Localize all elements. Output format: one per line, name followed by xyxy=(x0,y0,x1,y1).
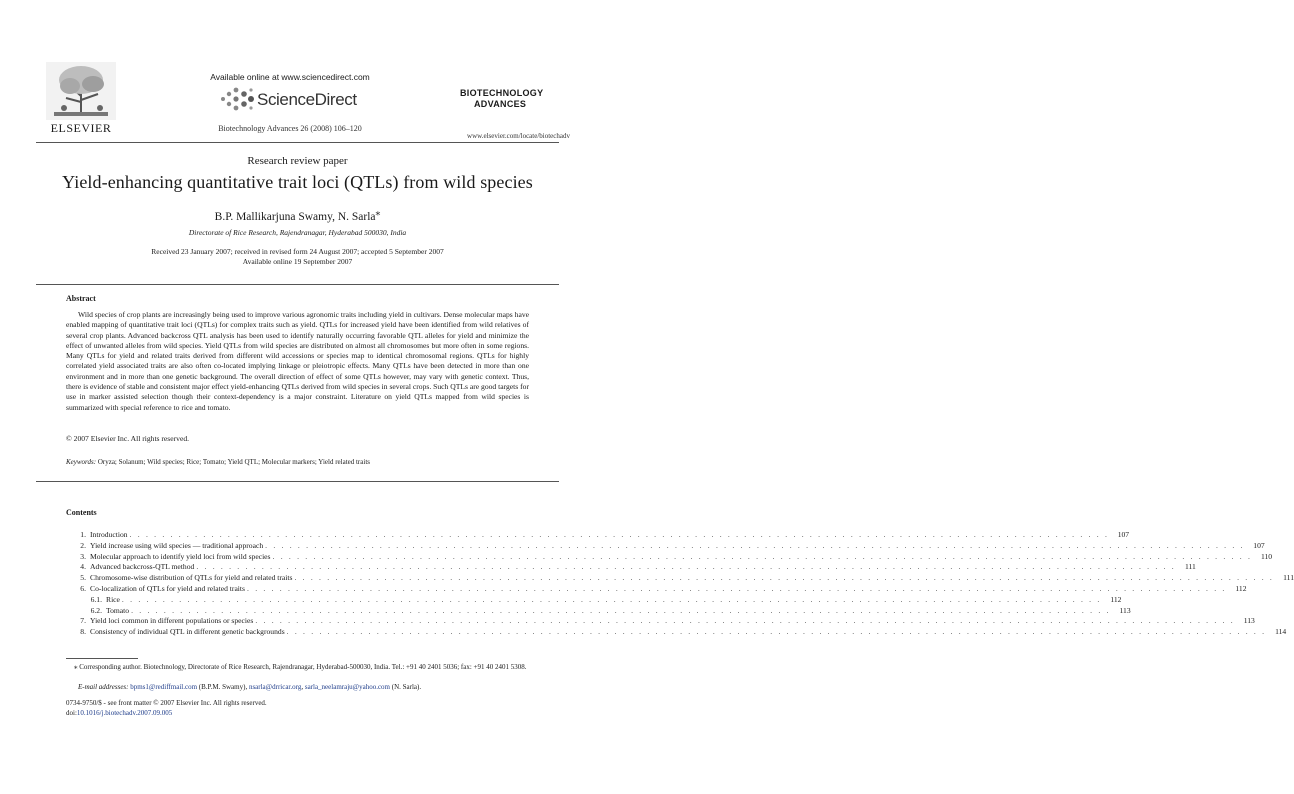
issn-block xyxy=(66,699,532,718)
journal-title-line2: ADVANCES xyxy=(474,99,527,109)
sciencedirect-wordmark: ScienceDirect xyxy=(257,90,357,109)
toc-item-number: 1. xyxy=(80,530,86,539)
toc-leader-dots: . . . . . . . . . . . . . . . . . . . . . . . . . . . . . . . . . . . . . . . . . . . . . . . . . . . . . . . . . . . . . . . . . . . . . . . . . . . . . . . . . . . . . . . . . . . . . . . . . . . . . . . . . . . . . . . . . . . . . . . . xyxy=(255,616,1235,626)
toc-leader-dots: . . . . . . . . . . . . . . . . . . . . . . . . . . . . . . . . . . . . . . . . . . . . . . . . . . . . . . . . . . . . . . . . . . . . . . . . . . . . . . . . . . . . . . . . . . . . . . . . . . . . . . . . . . . . . . . . . . . . . . . . xyxy=(131,605,1111,615)
issn-line: 0734-9750/$ - see front matter © 2007 Elsevier Inc. All rights reserved. xyxy=(66,699,267,707)
toc-leader-dots: . . . . . . . . . . . . . . . . . . . . . . . . . . . . . . . . . . . . . . . . . . . . . . . . . . . . . . . . . . . . . . . . . . . . . . . . . . . . . . . . . . . . . . . . . . . . . . . . . . . . . . . . . . . . . . . . . . . . . . . . xyxy=(129,530,1110,539)
toc-item[interactable] xyxy=(66,540,1265,552)
toc-item-page[interactable]: 113 xyxy=(1243,616,1255,626)
corresponding-author-mark[interactable]: ⁎ xyxy=(375,207,381,218)
email-link-3[interactable]: sarla_neelamraju@yahoo.com xyxy=(304,683,391,691)
email-owner-1: (B.P.M. Swamy), xyxy=(197,683,249,691)
toc-item-number: 5. xyxy=(80,573,86,583)
toc-item-title[interactable]: Co-localization of QTLs for yield and related traits xyxy=(90,583,245,593)
toc-item[interactable] xyxy=(66,605,1131,617)
journal-reference: Biotechnology Advances 26 (2008) 106–120 xyxy=(218,124,362,133)
abstract-copyright: © 2007 Elsevier Inc. All rights reserved. xyxy=(66,434,190,443)
toc-leader-dots: . . . . . . . . . . . . . . . . . . . . . . . . . . . . . . . . . . . . . . . . . . . . . . . . . . . . . . . . . . . . . . . . . . . . . . . . . . . . . . . . . . . . . . . . . . . . . . . . . . . . . . . . . . . . . . . . . . . . . . . . xyxy=(121,594,1102,604)
abstract-bottom-divider xyxy=(36,481,559,482)
paper-title: Yield-enhancing quantitative trait loci (QTLs) from wild species xyxy=(62,172,533,192)
elsevier-wordmark: ELSEVIER xyxy=(50,121,112,135)
toc-item[interactable] xyxy=(66,530,1130,541)
toc-item-number: 8. xyxy=(80,627,86,637)
toc-item[interactable] xyxy=(66,551,1273,563)
toc-leader-dots: . . . . . . . . . . . . . . . . . . . . . . . . . . . . . . . . . . . . . . . . . . . . . . . . . . . . . . . . . . . . . . . . . . . . . . . . . . . . . . . . . . . . . . . . . . . . . . . . . . . . . . . . . . . . . . . . . . . . . . . . xyxy=(247,583,1227,593)
toc-item-title[interactable]: Tomato xyxy=(106,605,130,615)
toc-item-number: 6. xyxy=(80,583,86,593)
doi-line xyxy=(66,709,532,719)
toc-item-page[interactable]: 114 xyxy=(1275,627,1287,637)
toc-item-number: 2. xyxy=(80,540,86,550)
toc-item-number: 6.2. xyxy=(90,605,102,615)
journal-url-link[interactable]: www.elsevier.com/locate/biotechadv xyxy=(467,132,570,140)
author-list xyxy=(0,207,595,223)
contents-heading: Contents xyxy=(66,508,97,517)
journal-title-line1: BIOTECHNOLOGY xyxy=(460,88,544,98)
toc-item-page[interactable]: 112 xyxy=(1235,583,1247,593)
available-online-text: Available online at www.sciencedirect.com xyxy=(210,72,370,82)
article-dates xyxy=(0,247,595,266)
email-owner-3: (N. Sarla). xyxy=(390,683,422,691)
authors-text: B.P. Mallikarjuna Swamy, N. Sarla xyxy=(214,210,376,223)
email-link-1[interactable]: bpms1@rediffmail.com xyxy=(130,683,198,691)
abstract-body: Wild species of crop plants are increasingly being used to improve various agronomic traits including yield in cultivars. Dense molecular maps have enabled mapping of quantitative trait loci (QTLs) for complex traits such as yield. QTLs for increased yield have been identified from wild relatives of several crop plants. Advanced backcross QTL analysis has been used to identify naturally occurring favorable QTL alleles for yield and minimize the effect of unwanted alleles from wild species. Yield QTLs from wild species are distributed on almost all chromosomes but more often in some regions. Many QTLs for yield and related traits derived from different wild accessions or species map to identical chromosomal regions. QTLs for highly correlated yield associated traits are also often co-located implying linkage or pleiotropic effects. Many QTLs have been detected in more than one environment and in more than one genetic background. The overall direction of effect of some QTLs however, may vary with genetic context. Thus, there is evidence of stable and consistent major effect yield-enhancing QTLs derived from wild species in several crops. Such QTLs are good targets for use in marker assisted selection though their context-dependency is a major constraint. Literature on yield QTLs mapped from wild species is summarized with special reference to rice and tomato. xyxy=(66,310,529,412)
toc-item-title[interactable]: Yield increase using wild species — traditional approach xyxy=(90,540,264,550)
toc-item-page[interactable]: 107 xyxy=(1117,530,1130,539)
journal-header xyxy=(0,0,595,150)
toc-item-page[interactable]: 112 xyxy=(1110,594,1122,604)
toc-item-title[interactable]: Advanced backcross-QTL method xyxy=(90,562,195,572)
toc-item[interactable] xyxy=(66,594,1122,606)
toc-item-page[interactable]: 107 xyxy=(1253,540,1265,550)
abstract-heading: Abstract xyxy=(66,294,96,303)
toc-leader-dots: . . . . . . . . . . . . . . . . . . . . . . . . . . . . . . . . . . . . . . . . . . . . . . . . . . . . . . . . . . . . . . . . . . . . . . . . . . . . . . . . . . . . . . . . . . . . . . . . . . . . . . . . . . . . . . . . . . . . . . . . xyxy=(294,573,1274,583)
header-divider xyxy=(36,142,559,143)
sciencedirect-dots-icon xyxy=(217,86,259,112)
elsevier-tree-icon xyxy=(46,62,116,120)
email-addresses xyxy=(66,683,532,693)
email-link-2[interactable]: nsarla@drricar.org xyxy=(248,683,302,691)
toc-item[interactable] xyxy=(66,562,1196,573)
email-separator: , xyxy=(301,683,305,691)
journal-title-logo xyxy=(460,88,570,110)
toc-leader-dots: . . . . . . . . . . . . . . . . . . . . . . . . . . . . . . . . . . . . . . . . . . . . . . . . . . . . . . . . . . . . . . . . . . . . . . . . . . . . . . . . . . . . . . . . . . . . . . . . . . . . . . . . . . . . . . . . . . . . . . . . xyxy=(265,540,1245,550)
sciencedirect-logo xyxy=(217,86,377,112)
toc-item-page[interactable]: 110 xyxy=(1260,551,1273,561)
toc-item-title[interactable]: Consistency of individual QTL in different genetic backgrounds xyxy=(90,627,285,637)
toc-leader-dots: . . . . . . . . . . . . . . . . . . . . . . . . . . . . . . . . . . . . . . . . . . . . . . . . . . . . . . . . . . . . . . . . . . . . . . . . . . . . . . . . . . . . . . . . . . . . . . . . . . . . . . . . . . . . . . . . . . . . . . . . xyxy=(272,551,1253,561)
toc-item-page[interactable]: 113 xyxy=(1119,605,1131,615)
toc-item[interactable] xyxy=(66,583,1247,595)
toc-item-page[interactable]: 111 xyxy=(1283,573,1294,583)
toc-item-number: 4. xyxy=(80,562,86,572)
toc-item[interactable] xyxy=(66,573,1294,584)
toc-item[interactable] xyxy=(66,627,1287,638)
footnote-divider xyxy=(66,658,138,659)
elsevier-logo xyxy=(36,62,126,134)
toc-leader-dots: . . . . . . . . . . . . . . . . . . . . . . . . . . . . . . . . . . . . . . . . . . . . . . . . . . . . . . . . . . . . . . . . . . . . . . . . . . . . . . . . . . . . . . . . . . . . . . . . . . . . . . . . . . . . . . . . . . . . . . . . xyxy=(286,627,1267,637)
toc-item[interactable] xyxy=(66,616,1255,627)
article-type: Research review paper xyxy=(247,155,348,167)
affiliation: Directorate of Rice Research, Rajendranagar, Hyderabad 500030, India xyxy=(188,228,407,237)
toc-leader-dots: . . . . . . . . . . . . . . . . . . . . . . . . . . . . . . . . . . . . . . . . . . . . . . . . . . . . . . . . . . . . . . . . . . . . . . . . . . . . . . . . . . . . . . . . . . . . . . . . . . . . . . . . . . . . . . . . . . . . . . . . xyxy=(196,562,1176,572)
table-of-contents xyxy=(66,530,1294,638)
toc-item-number: 7. xyxy=(80,616,86,626)
keywords xyxy=(66,458,529,466)
toc-item-title[interactable]: Yield loci common in different populations or species xyxy=(90,616,254,626)
doi-label: doi: xyxy=(66,708,77,717)
toc-item-title[interactable]: Rice xyxy=(106,594,120,604)
toc-item-number: 6.1. xyxy=(90,594,102,604)
keywords-list: Oryza; Solanum; Wild species; Rice; Tomato; Yield QTL; Molecular markers; Yield related traits xyxy=(97,458,370,466)
toc-item-title[interactable]: Introduction xyxy=(90,530,128,539)
toc-item-title[interactable]: Molecular approach to identify yield loci from wild species xyxy=(90,551,271,561)
toc-item-page[interactable]: 111 xyxy=(1185,562,1196,572)
doi-link[interactable]: 10.1016/j.biotechadv.2007.09.005 xyxy=(76,708,173,717)
email-label: E-mail addresses: xyxy=(78,683,129,691)
abstract-top-divider xyxy=(36,284,559,285)
received-dates: Received 23 January 2007; received in revised form 24 August 2007; accepted 5 September 2007 xyxy=(151,247,444,256)
keywords-label: Keywords: xyxy=(66,458,97,466)
available-online-date: Available online 19 September 2007 xyxy=(242,256,353,266)
corresponding-author-footnote: ⁎ Corresponding author. Biotechnology, Directorate of Rice Research, Rajendranagar, Hyderabad-500030, India. Tel.: +91 40 2401 5036; fax: +91 40 2401 5308. xyxy=(74,663,527,671)
toc-item-title[interactable]: Chromosome-wise distribution of QTLs for yield and related traits xyxy=(90,573,293,583)
toc-item-number: 3. xyxy=(80,551,86,561)
